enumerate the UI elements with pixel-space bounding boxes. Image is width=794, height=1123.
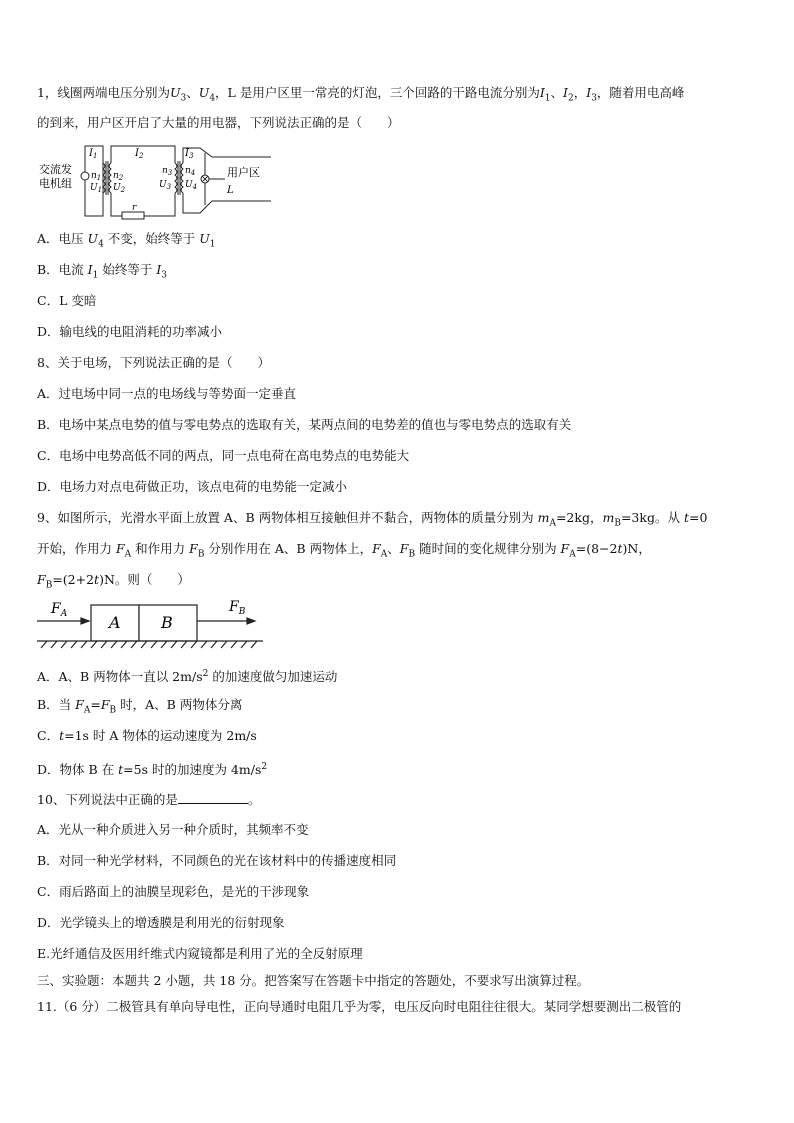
q7-option-a: A．电压 $U_4$ 不变，始终等于 $U_1$: [37, 231, 216, 250]
generator-label-1: 交流发: [39, 163, 72, 176]
q7-option-d: D．输电线的电阻消耗的功率减小: [37, 324, 223, 339]
label-n2: $n_2$: [113, 171, 124, 182]
q11-stem: 11.（6 分）二极管具有单向导电性，正向导通时电阻几乎为零，电压反向时电阻往往很大。某同学想要测出二极管的: [37, 999, 682, 1014]
q7-option-c: C．L 变暗: [37, 293, 97, 308]
block-a-label: A: [109, 613, 121, 632]
q9-line2: 开始，作用力 $F_A$ 和作用力 $F_B$ 分别作用在 A、B 两物体上，$F_A$、$F_B$ 随时间的变化规律分别为 $F_A=(8-2t)N$，: [37, 541, 651, 560]
label-r: r: [132, 203, 137, 213]
q7-line2: 的到来，用户区开启了大量的用电器，下列说法正确的是（ ）: [37, 115, 400, 130]
label-n3: $n_3$: [162, 166, 173, 177]
q10-option-b: B．对同一种光学材料，不同颜色的光在该材料中的传播速度相同: [37, 853, 397, 868]
q8-option-a: A．过电场中同一点的电场线与等势面一定垂直: [37, 386, 297, 401]
force-label-FB: $F_B$: [229, 599, 246, 617]
q9-option-d: D．物体 B 在 t=5s 时的加速度为 $4m/s^2$: [37, 762, 268, 778]
label-n1: $n_1$: [91, 171, 102, 182]
label-U4: $U_4$: [185, 180, 198, 191]
q9-option-c: C．t=1s 时 A 物体的运动速度为 2m/s: [37, 728, 257, 743]
label-U2: $U_2$: [113, 183, 126, 194]
label-U1: $U_1$: [90, 183, 103, 194]
q9-line1: 9、如图所示，光滑水平面上放置 A、B 两物体相互接触但并不黏合，两物体的质量分别为 $m_A=2kg$，$m_B=3kg$。从 t=0: [37, 510, 708, 529]
q8-stem: 8、关于电场，下列说法正确的是（ ）: [37, 355, 270, 370]
answer-blank: [178, 791, 248, 804]
q9-option-a: A．A、B 两物体一直以 $2m/s^2$ 的加速度做匀加速运动: [37, 669, 338, 685]
q9-option-b: B．当 $F_A=F_B$ 时，A、B 两物体分离: [37, 697, 243, 716]
q7-option-b: B．电流 $I_1$ 始终等于 $I_3$: [37, 262, 167, 281]
generator-label-2: 电机组: [39, 177, 72, 190]
q10-option-a: A．光从一种介质进入另一种介质时，其频率不变: [37, 822, 309, 837]
q8-option-d: D．电场力对点电荷做正功，该点电荷的电势能一定减小: [37, 479, 348, 494]
label-user-area: 用户区: [227, 166, 260, 179]
label-I1: $I_1$: [89, 148, 98, 160]
q9-line3: $F_B=(2+2t)N$。则（ ）: [37, 572, 190, 591]
label-n4: $n_4$: [185, 166, 196, 177]
q8-option-b: B．电场中某点电势的值与零电势点的选取有关，某两点间的电势差的值也与零电势点的选取有关: [37, 417, 572, 432]
label-U3: $U_3$: [159, 180, 172, 191]
q10-stem: 10、下列说法中正确的是 。: [37, 792, 261, 807]
label-I2: $I_2$: [135, 148, 144, 160]
q10-option-e: E.光纤通信及医用纤维式内窥镜都是利用了光的全反射原理: [37, 946, 363, 961]
q10-option-d: D．光学镜头上的增透膜是利用光的衍射现象: [37, 915, 285, 930]
q10-option-c: C．雨后路面上的油膜呈现彩色，是光的干涉现象: [37, 884, 310, 899]
block-b-label: B: [161, 613, 173, 632]
label-L: L: [227, 185, 234, 196]
q7-line1: 1，线圈两端电压分别为$U_3$、$U_4$，L 是用户区里一常亮的灯泡，三个回路的干路电流分别为$I_1$、$I_2$，$I_3$，随着用电高峰: [37, 85, 685, 104]
q8-option-c: C．电场中电势高低不同的两点，同一点电荷在高电势点的电势能大: [37, 448, 410, 463]
force-label-FA: $F_A$: [51, 601, 68, 619]
label-I3: $I_3$: [185, 148, 194, 160]
transmission-circuit-diagram: [37, 143, 277, 221]
section-3-heading: 三、实验题：本题共 2 小题，共 18 分。把答案写在答题卡中指定的答题处，不要求写出演算过程。: [37, 973, 590, 988]
blocks-diagram: [37, 597, 267, 652]
